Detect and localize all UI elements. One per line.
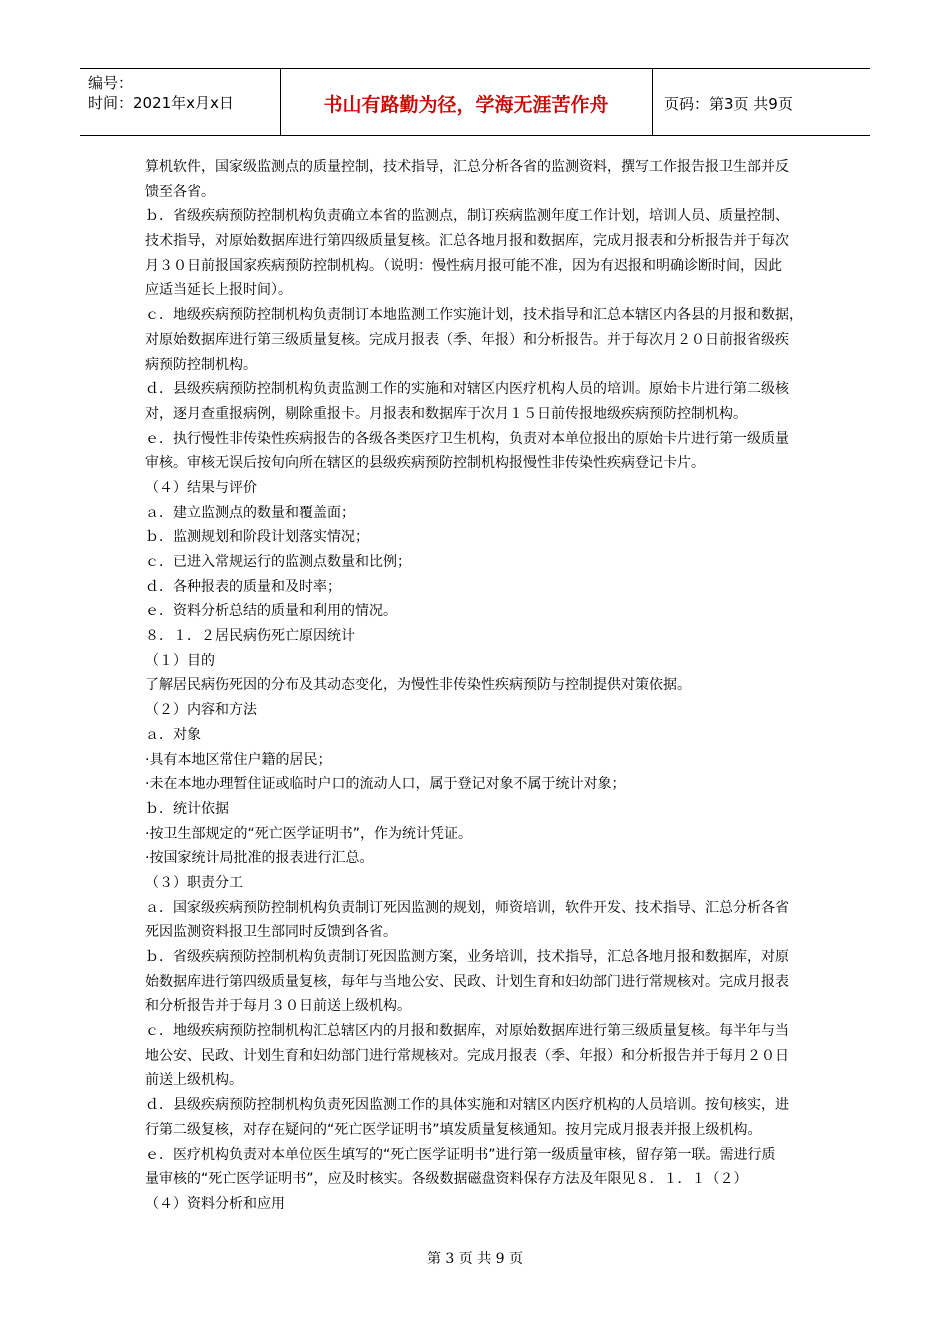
body-line: 前送上级机构。 [145,1072,243,1089]
body-line: ａ．国家级疾病预防控制机构负责制订死因监测的规划，师资培训，软件开发、技术指导、汇总分析各省 [145,899,789,916]
body-line: 对原始数据库进行第三级质量复核。完成月报表（季、年报）和分析报告。并于每次月２０日前报省级疾 [145,331,789,348]
body-line: 地公安、民政、计划生育和妇幼部门进行常规核对。完成月报表（季、年报）和分析报告并于每月２０日 [145,1047,789,1064]
body-line: ｄ．县级疾病预防控制机构负责监测工作的实施和对辖区内医疗机构人员的培训。原始卡片进行第二级核 [145,381,789,398]
header-meta [88,73,234,113]
header-divider-right [652,68,653,136]
body-line: （４）资料分析和应用 [145,1195,285,1212]
header-page-info: 页码：第3页 共9页 [664,95,793,113]
body-line: ｂ．省级疾病预防控制机构负责确立本省的监测点，制订疾病监测年度工作计划，培训人员、质量控制、 [145,208,789,225]
document-number-label: 编号： [88,74,134,92]
body-line: ｃ．地级疾病预防控制机构汇总辖区内的月报和数据库，对原始数据库进行第三级质量复核。每半年与当 [145,1023,789,1040]
header-bottom-rule [80,135,870,136]
body-line: 月３０日前报国家疾病预防控制机构。（说明：慢性病月报可能不准，因为有迟报和明确诊断时间，因此 [145,257,782,274]
body-line: 馈至各省。 [145,183,215,200]
body-line: （４）结果与评价 [145,479,257,496]
body-line: ｅ．资料分析总结的质量和利用的情况。 [145,603,397,620]
page-header [80,68,870,136]
body-line: ｄ．各种报表的质量和及时率； [145,578,341,595]
document-time-label: 时间：2021年x月x日 [88,94,234,112]
body-line: ｅ．医疗机构负责对本单位医生填写的“死亡医学证明书”进行第一级质量审核，留存第一联。需进行质 [145,1146,776,1163]
body-line: ｃ．已进入常规运行的监测点数量和比例； [145,554,411,570]
body-line: ·具有本地区常住户籍的居民； [145,751,332,768]
body-line: ａ．建立监测点的数量和覆盖面； [145,504,355,521]
body-line: ｂ．省级疾病预防控制机构负责制订死因监测方案，业务培训，技术指导，汇总各地月报和数据库，对原 [145,949,789,965]
body-line: 始数据库进行第四级质量复核，每年与当地公安、民政、计划生育和妇幼部门进行常规核对。完成月报表 [145,973,789,990]
body-line: 技术指导，对原始数据库进行第四级质量复核。汇总各地月报和数据库，完成月报表和分析报告并于每次 [145,233,789,250]
body-line: （３）职责分工 [145,874,243,891]
body-line: ｃ．地级疾病预防控制机构负责制订本地监测工作实施计划，技术指导和汇总本辖区内各县的月报和数据， [145,307,803,324]
header-top-rule [80,68,870,69]
body-line: ａ．对象 [145,726,201,743]
body-line: ｂ．统计依据 [145,800,229,817]
body-line: 对，逐月查重报病例，剔除重报卡。月报表和数据库于次月１５日前传报地级疾病预防控制机构。 [145,405,747,422]
body-line: 应适当延长上报时间）。 [145,282,292,299]
body-line: 死因监测资料报卫生部同时反馈到各省。 [145,924,397,941]
body-line: 算机软件，国家级监测点的质量控制，技术指导，汇总分析各省的监测资料，撰写工作报告报卫生部并反 [145,159,789,175]
body-line: 审核。审核无误后按旬向所在辖区的县级疾病预防控制机构报慢性非传染性疾病登记卡片。 [145,455,705,472]
body-line: 和分析报告并于每月３０日前送上级机构。 [145,998,411,1015]
document-body [145,155,811,1217]
body-line: （２）内容和方法 [145,702,257,719]
body-line: 了解居民病伤死因的分布及其动态变化，为慢性非传染性疾病预防与控制提供对策依据。 [145,677,691,694]
body-line: ·按国家统计局批准的报表进行汇总。 [145,850,374,867]
body-line: （１）目的 [145,652,215,669]
body-line: ８．１．２居民病伤死亡原因统计 [145,628,355,645]
body-line: 量审核的“死亡医学证明书”，应及时核实。各级数据磁盘资料保存方法及年限见８．１．１（２） [145,1171,748,1188]
body-line: 病预防控制机构。 [145,356,257,373]
body-line: ｅ．执行慢性非传染性疾病报告的各级各类医疗卫生机构，负责对本单位报出的原始卡片进行第一级质量 [145,430,789,447]
body-line: ｄ．县级疾病预防控制机构负责死因监测工作的具体实施和对辖区内医疗机构的人员培训。按旬核实，进 [145,1097,789,1114]
header-motto: 书山有路勤为径，学海无涯苦作舟 [323,94,609,116]
body-line: 行第二级复核，对存在疑问的“死亡医学证明书”填发质量复核通知。按月完成月报表并报上级机构。 [145,1121,762,1138]
body-line: ·未在本地办理暂住证或临时户口的流动人口，属于登记对象不属于统计对象； [145,776,626,793]
body-line: ·按卫生部规定的“死亡医学证明书”，作为统计凭证。 [145,825,472,842]
body-line: ｂ．监测规划和阶段计划落实情况； [145,529,369,546]
page-footer: 第 3 页 共 9 页 [426,1251,524,1267]
